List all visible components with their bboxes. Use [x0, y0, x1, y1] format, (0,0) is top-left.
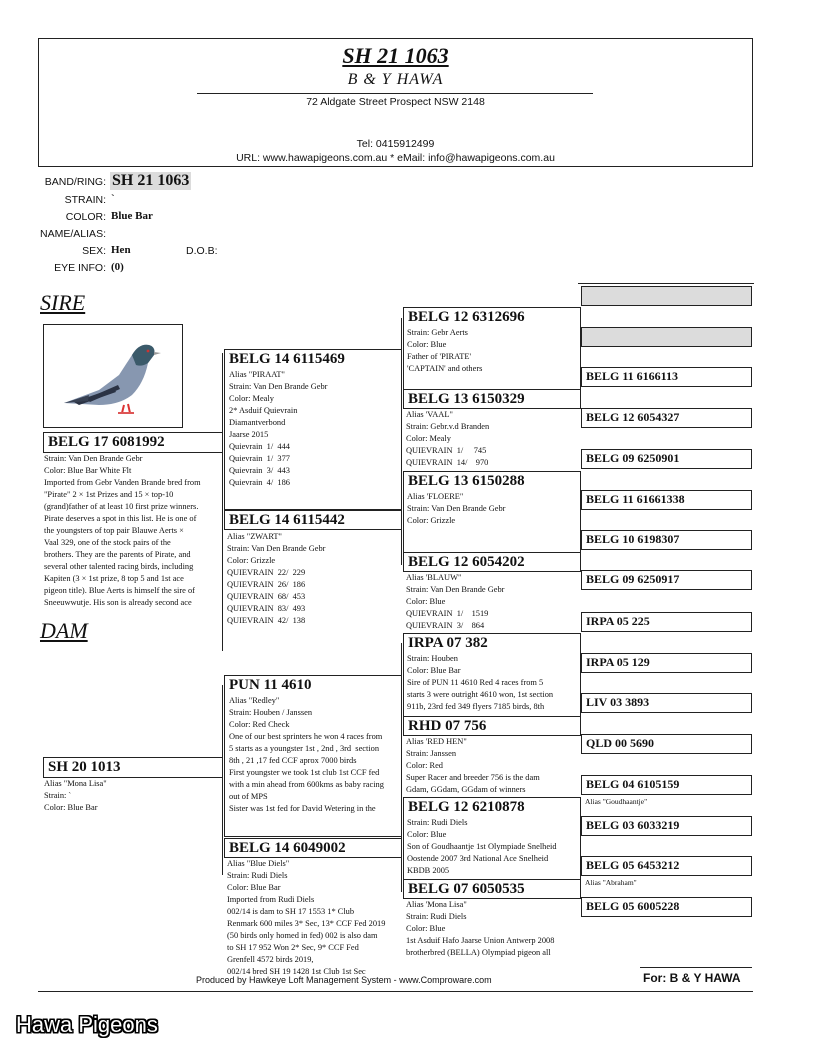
gen4-ring: BELG 12 6054327: [586, 410, 680, 424]
band-value: SH 21 1063: [112, 172, 190, 189]
gen4-ring: BELG 11 61661338: [586, 492, 685, 506]
top-rule: [578, 283, 754, 284]
gen4-ring-box[interactable]: [581, 408, 752, 428]
gen2-ring: BELG 14 6049002: [229, 840, 346, 856]
gen4-ring-box[interactable]: [581, 490, 752, 510]
gen4-alias: Alias "Abraham": [585, 878, 637, 887]
strain-value: `: [111, 193, 115, 205]
sire-heading: SIRE: [40, 290, 86, 315]
name-label: NAME/ALIAS:: [40, 228, 106, 240]
gen4-ring: BELG 10 6198307: [586, 532, 680, 546]
gen4-ring-box[interactable]: [581, 570, 752, 590]
sire-ring: BELG 17 6081992: [48, 434, 165, 450]
gen3-ring: IRPA 07 382: [408, 635, 488, 651]
gen3-info-box: Strain: Rudi Diels Color: Blue Son of Goudhaantje 1st Olympiade Snelheid Oostende 2007 3rd National Ace Snelheid KBDB 2005: [403, 816, 581, 880]
gen3-info: Alias 'RED HEN" Strain: Janssen Color: Red Super Racer and breeder 756 is the dam Gdam, GGdam, GGdam of winners: [406, 737, 540, 794]
gen4-ring-box[interactable]: [581, 897, 752, 917]
gen4-ring-box[interactable]: [581, 775, 752, 795]
gen4-ring: IRPA 05 129: [586, 655, 650, 669]
dam-info: Alias "Mona Lisa" Strain: ` Color: Blue Bar: [44, 779, 107, 812]
produced-by: Produced by Hawkeye Loft Management System - www.Comproware.com: [196, 975, 492, 985]
band-label: BAND/RING:: [44, 176, 106, 188]
sire-ring-box[interactable]: [43, 432, 223, 453]
gen4-ring-box[interactable]: [581, 856, 752, 876]
gen3-ring-box[interactable]: [403, 471, 581, 491]
gen2-ring: BELG 14 6115469: [229, 351, 345, 367]
gen4-ring-box[interactable]: [581, 693, 752, 713]
color-value: Blue Bar: [111, 210, 153, 222]
gen2-info-box: Alias "Redley" Strain: Houben / Janssen Color: Red Check One of our best sprinters he won 4 races from 5 starts as a youngster 1st , 2nd , 3rd section 8th , 21 ,17 fed CCF aprox 7000 birds First youngster we took 1st club 1st CCF fed with a min ahead from 600kms as baby racing out of MPS Sister was 1st fed for David Wetering in the: [224, 694, 402, 837]
gen2-ring-box[interactable]: [224, 349, 402, 369]
dob-label: D.O.B:: [186, 245, 218, 257]
gen3-ring: BELG 12 6210878: [408, 799, 525, 815]
gen4-ring-box[interactable]: [581, 327, 752, 347]
gen2-info-box: Alias "PIRAAT" Strain: Van Den Brande Gebr Color: Mealy 2* Asduif Quievrain Diamantverbond Jaarse 2015 Quievrain 1/ 444 Quievrain 1/ 377 Quievrain 3/ 443 Quievrain 4/ 186: [224, 368, 402, 510]
gen4-ring-box[interactable]: [581, 449, 752, 469]
sire-info: Strain: Van Den Brande Gebr Color: Blue Bar White Flt Imported from Gebr Vanden Brande bred from "Pirate" 2 × 1st Prizes and 15 × top-10 (grand)father of at least 10 first prize winners. Pirate deserves a spot in this list. He is one of the youngsters of top pair Blauwe Aerts × Vaal 329, one of the stock pairs of the brothers. They are the parents of Pirate, and several other talented racing birds, including Kapiten (3 × 1st prize, 8 top 5 and 1st ace pigeon title). Blue Aerts is himself the sire of Sneeuwwutje. His son is already second ace: [44, 454, 201, 607]
gen3-info: Alias 'Mona Lisa" Strain: Rudi Diels Color: Blue 1st Asduif Hafo Jaarse Union Antwerp 2008 brotherbred (BELLA) Olympiad pigeon all: [406, 900, 555, 957]
gen3-ring: BELG 12 6054202: [408, 554, 525, 570]
header-box: [38, 38, 753, 167]
gen3-ring: BELG 07 6050535: [408, 881, 525, 897]
dam-ring: SH 20 1013: [48, 759, 121, 775]
gen3-ring: BELG 12 6312696: [408, 309, 525, 325]
connector: [222, 685, 223, 875]
pigeon-photo: [43, 324, 183, 428]
gen4-ring: LIV 03 3893: [586, 695, 650, 709]
gen3-info-box: Strain: Houben Color: Blue Bar Sire of PUN 11 4610 Red 4 races from 5 starts 3 were outright 4610 won, 1st section 911b, 23rd fed 349 flyers 7185 birds, 8th: [403, 652, 581, 717]
for-owner: For: B & Y HAWA: [643, 971, 741, 985]
gen3-ring-box[interactable]: [403, 879, 581, 899]
gen4-ring-box[interactable]: [581, 816, 752, 836]
gen3-ring-box[interactable]: [403, 797, 581, 817]
pigeon-image: [44, 325, 182, 427]
owner-tel: Tel: 0415912499: [356, 138, 435, 150]
dam-ring-box[interactable]: [43, 757, 223, 778]
owner-name: B & Y HAWA: [347, 71, 444, 88]
gen3-ring: BELG 13 6150288: [408, 473, 525, 489]
gen3-info: Alias 'BLAUW" Strain: Van Den Brande Gebr Color: Blue QUIEVRAIN 1/ 1519 QUIEVRAIN 3/ 864: [406, 573, 505, 630]
gen3-info: Alias 'VAAL" Strain: Gebr.v.d Branden Color: Mealy QUIEVRAIN 1/ 745 QUIEVRAIN 14/ 970: [406, 410, 490, 467]
gen3-ring-box[interactable]: [403, 307, 581, 327]
gen3-ring-box[interactable]: [403, 716, 581, 736]
gen4-ring: BELG 03 6033219: [586, 818, 680, 832]
dam-heading: DAM: [40, 618, 88, 643]
sex-label: SEX:: [82, 245, 106, 257]
gen3-ring: BELG 13 6150329: [408, 391, 525, 407]
gen3-info-box: Strain: Gebr Aerts Color: Blue Father of 'PIRATE' 'CAPTAIN' and others: [403, 326, 581, 390]
gen3-info-box: Alias 'FLOERE" Strain: Van Den Brande Gebr Color: Grizzle: [403, 490, 581, 553]
gen2-info: Alias "ZWART" Strain: Van Den Brande Gebr Color: Grizzle QUIEVRAIN 22/ 229 QUIEVRAIN 26/ 186 QUIEVRAIN 68/ 453 QUIEVRAIN 83/ 493 QUIEVRAIN 42/ 138: [227, 532, 326, 625]
gen3-ring-box[interactable]: [403, 633, 581, 653]
strain-label: STRAIN:: [64, 194, 106, 206]
eye-label: EYE INFO:: [54, 262, 106, 274]
header-divider: [197, 93, 593, 94]
watermark-logo: Hawa Pigeons: [16, 1012, 158, 1037]
gen4-ring-box[interactable]: [581, 530, 752, 550]
gen4-ring: BELG 09 6250901: [586, 451, 680, 465]
gen4-ring: BELG 04 6105159: [586, 777, 680, 791]
gen2-ring: BELG 14 6115442: [229, 512, 345, 528]
gen3-ring-box[interactable]: [403, 552, 581, 572]
gen4-alias: Alias "Goudhaantje": [585, 797, 648, 806]
gen2-ring-box[interactable]: [224, 510, 402, 530]
owner-contact: URL: www.hawapigeons.com.au * eMail: info@hawapigeons.com.au: [236, 152, 555, 164]
page-title: SH 21 1063: [342, 43, 449, 68]
gen4-ring: QLD 00 5690: [586, 736, 655, 750]
connector: [222, 353, 223, 651]
gen4-ring: IRPA 05 225: [586, 614, 650, 628]
footer-rule: [38, 991, 753, 992]
gen4-ring-box[interactable]: [581, 734, 752, 754]
gen2-ring-box[interactable]: [224, 675, 402, 695]
eye-value: (0): [111, 261, 124, 273]
signature-line: [640, 967, 752, 968]
gen4-ring: BELG 09 6250917: [586, 572, 680, 586]
gen4-ring-box[interactable]: [581, 286, 752, 306]
color-label: COLOR:: [65, 211, 106, 223]
gen2-ring: PUN 11 4610: [229, 677, 312, 693]
gen3-ring: RHD 07 756: [408, 718, 487, 734]
sex-value: Hen: [111, 244, 131, 256]
gen4-ring-box[interactable]: [581, 367, 752, 387]
gen4-ring-box[interactable]: [581, 653, 752, 673]
owner-address: 72 Aldgate Street Prospect NSW 2148: [306, 96, 485, 108]
gen4-ring-box[interactable]: [581, 612, 752, 632]
gen4-ring: BELG 11 6166113: [586, 369, 679, 383]
gen2-info: Alias "Blue Diels" Strain: Rudi Diels Color: Blue Bar Imported from Rudi Diels 002/14 is dam to SH 17 1553 1* Club Renmark 600 miles 3* Sec, 13* CCF Fed 2019 (50 birds only homed in fed) 002 is also dam to SH 17 952 Won 2* Sec, 9* CCF Fed Grenfell 4572 birds 2019, 002/14 bred SH 19 1428 1st Club 1st Sec: [227, 859, 386, 976]
gen3-ring-box[interactable]: [403, 389, 581, 409]
gen4-ring: BELG 05 6453212: [586, 858, 680, 872]
gen2-ring-box[interactable]: [224, 838, 402, 858]
gen4-ring: BELG 05 6005228: [586, 899, 680, 913]
